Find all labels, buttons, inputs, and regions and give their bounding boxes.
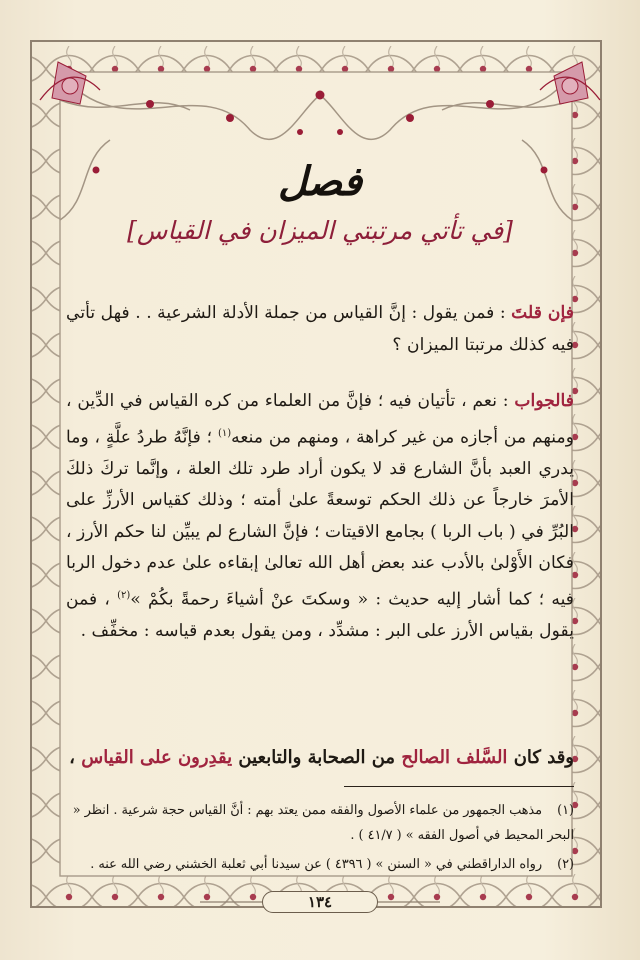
paragraph-answer [66, 386, 574, 647]
paragraph-salaf [66, 742, 574, 774]
footnote-2 [66, 852, 574, 877]
footnote-2-number: (٢) [557, 857, 574, 872]
salaf-text-b: من الصحابة والتابعين [232, 747, 402, 768]
footnote-2-text: رواه الداراقطني في « السنن » ( ٤٣٩٦ ) عن سيدنا أبي ثعلبة الخشني رضي الله عنه . [90, 857, 542, 872]
footnote-1 [66, 798, 574, 848]
answer-text-3: ، فمن يقول بقياس الأرز على البر : مشدِّد ، ومن يقول بعدم قياسه : مخفِّف . [66, 589, 574, 641]
salaf-text-c: ، [69, 747, 82, 768]
subtitle-text: في تأتي مرتبتي الميزان في القياس [136, 216, 504, 245]
salaf-text-a: وقد كان [507, 747, 574, 768]
subtitle-open-bracket: [ [503, 216, 513, 245]
keyword-question: فإن قلتَ [511, 303, 575, 323]
subtitle-close-bracket: ] [127, 216, 137, 245]
footnote-ref-1[interactable]: (١) [217, 427, 232, 439]
section-subtitle [0, 216, 640, 245]
paragraph-question [66, 298, 574, 361]
footnote-1-text: مذهب الجمهور من علماء الأصول والفقه ممن يعتد بهم : أنَّ القياس حجة شرعية . انظر « البحر المحيط في أصول الفقه » ( ٤١/٧ ) . [72, 803, 574, 843]
footnote-1-number: (١) [557, 803, 574, 818]
page-number: ١٣٤ [307, 893, 333, 911]
answer-text-1: : نعم ، تأتيان فيه ؛ فإنَّ من العلماء من كره القياس في الدِّين ، ومنهم من أجازه من غير كراهة ، ومنهم من منعه [66, 391, 574, 448]
keyword-qiyas: يقدِرون على القياس [81, 747, 233, 768]
question-text: : فمن يقول : إنَّ القياس من جملة الأدلة الشرعية . . فهل تأتي فيه كذلك مرتبتا الميزان ؟ [66, 303, 574, 355]
answer-text-2: ؛ فإنَّهُ طردُ علَّةٍ ، وما يدري العبد بأنَّ الشارع قد لا يكون أراد طرد تلك العلة ، وإنَّما تركَ ذلكَ الأمرَ خارجاً عن ذلك الحكم توسعةً علىٰ أمته ؛ وذلك كقياس الأرزِّ على البُرِّ في ( باب الربا ) بجامع الاقيتات ؛ فإنَّ الشارع لم يبيِّن لنا حكم الأرز ، فكان الأَوْلىٰ بالأدب عند بعض أهل الله تعالىٰ إبقاءه علىٰ عدم دخول الربا فيه ؛ كما أشار إليه حديث : « وسكتَ عنْ أشياءَ رحمةً بكُمْ » [66, 427, 574, 610]
footnote-ref-2[interactable]: (٢) [117, 589, 131, 601]
keyword-salaf: السَّلف الصالح [401, 747, 508, 768]
chapter-title: فصل [277, 158, 363, 205]
keyword-answer: فالجواب [514, 391, 574, 411]
footnote-divider [344, 786, 574, 787]
